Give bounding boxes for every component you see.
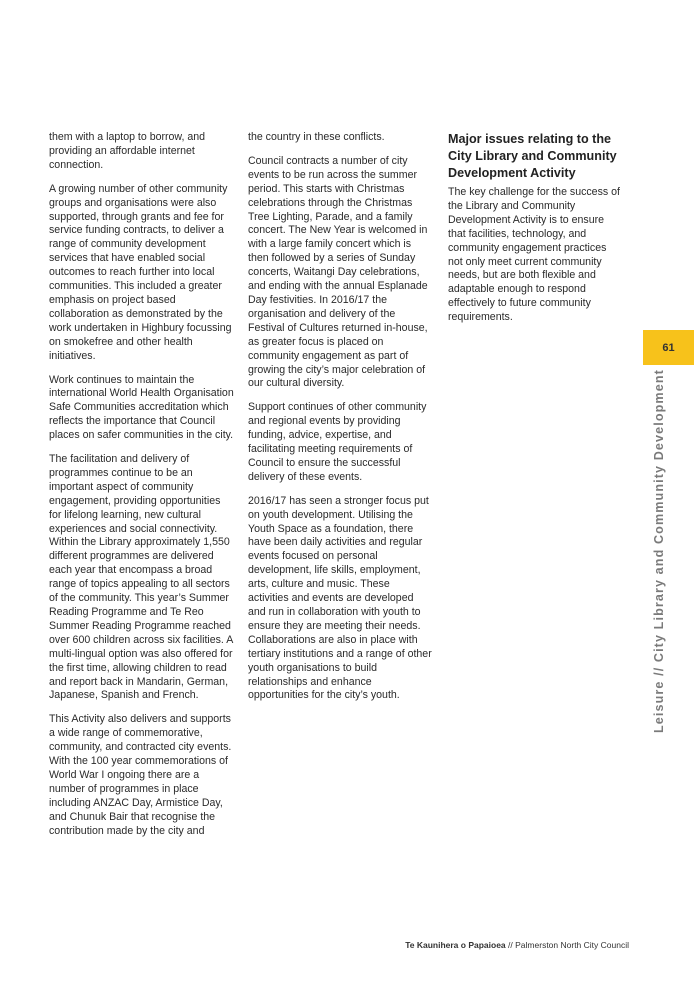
footer-maori-name: Te Kaunihera o Papaioea <box>405 940 506 950</box>
body-column-3 <box>448 131 623 335</box>
body-paragraph: Support continues of other community and regional events by providing funding, advice, expertise, and facilitating meeting requirements of Council to ensure the successful delivery of these events. <box>248 401 427 483</box>
body-paragraph: The key challenge for the success of the Library and Community Development Activity is to ensure that facilities, technology, and community engagement practices not only meet current community needs, but are both flexible and adaptable enough to respond effectively to future community requirements. <box>448 186 620 324</box>
body-paragraph: the country in these conflicts. <box>248 131 385 143</box>
page-number: 61 <box>662 341 675 354</box>
section-heading: Major issues relating to the City Library and Community Development Activity <box>448 132 617 180</box>
body-column-2 <box>248 131 433 713</box>
body-paragraph: This Activity also delivers and supports a wide range of commemorative, community, and contracted city events. With the 100 year commemorations of World War I ongoing there are a number of programmes in place including ANZAC Day, Armistice Day, and Chunuk Bair that recognise the contribution made by the city and <box>49 713 232 837</box>
body-paragraph: The facilitation and delivery of programmes continue to be an important aspect of community engagement, providing opportunities for lifelong learning, new cultural experiences and social connectivity. Within the Library approximately 1,550 different programmes are delivered each year that encompass a broad range of topics appealing to all sectors of the community. This year’s Summer Reading Programme and Te Reo Summer Reading Programme reached over 600 children across six facilities. A multi-lingual option was also offered for the first time, allowing children to read and report back in Mandarin, German, Japanese, Spanish and French. <box>49 453 233 702</box>
body-paragraph: A growing number of other community groups and organisations were also supported, through grants and fee for service funding contracts, to deliver a range of community development services that have enabled social outcomes to reach further into local communities. This included a greater emphasis on project based collaboration as demonstrated by the work undertaken in Highbury focussing on smokefree and other health initiatives. <box>49 182 232 362</box>
body-paragraph: Work continues to maintain the international World Health Organisation Safe Communities accreditation which reflects the importance that Council places on safer communities in the city. <box>49 373 234 442</box>
footer <box>405 940 629 950</box>
body-column-1 <box>49 131 234 849</box>
body-paragraph: Council contracts a number of city events to be run across the summer period. This starts with Christmas celebrations through the Christmas Tree Lighting, Parade, and a family concert. The New Year is welcomed in with a large family concert which is then followed by a series of Sunday concerts, Waitangi Day celebrations, and ending with the annual Esplanade Day festivities. In 2016/17 the organisation and delivery of the Festival of Cultures returned in-house, as greater focus is placed on community engagement as part of growing the city’s major celebration of our cultural diversity. <box>248 154 428 390</box>
footer-english-name: Palmerston North City Council <box>515 940 629 950</box>
body-paragraph: 2016/17 has seen a stronger focus put on youth development. Utilising the Youth Space as a foundation, there have been daily activities and regular events focused on personal development, life skills, employment, arts, culture and music. These activities and events are developed and run in collaboration with youth to ensure they are meeting their needs. Collaborations are also in place with tertiary institutions and a range of other youth organisations to build relationships and enhance opportunities for the city’s youth. <box>248 494 432 702</box>
body-paragraph: them with a laptop to borrow, and providing an affordable internet connection. <box>49 131 206 171</box>
footer-separator: // <box>508 940 513 950</box>
page-number-tab <box>643 330 694 365</box>
section-sidebar-label: Leisure // City Library and Community Development <box>652 369 666 733</box>
